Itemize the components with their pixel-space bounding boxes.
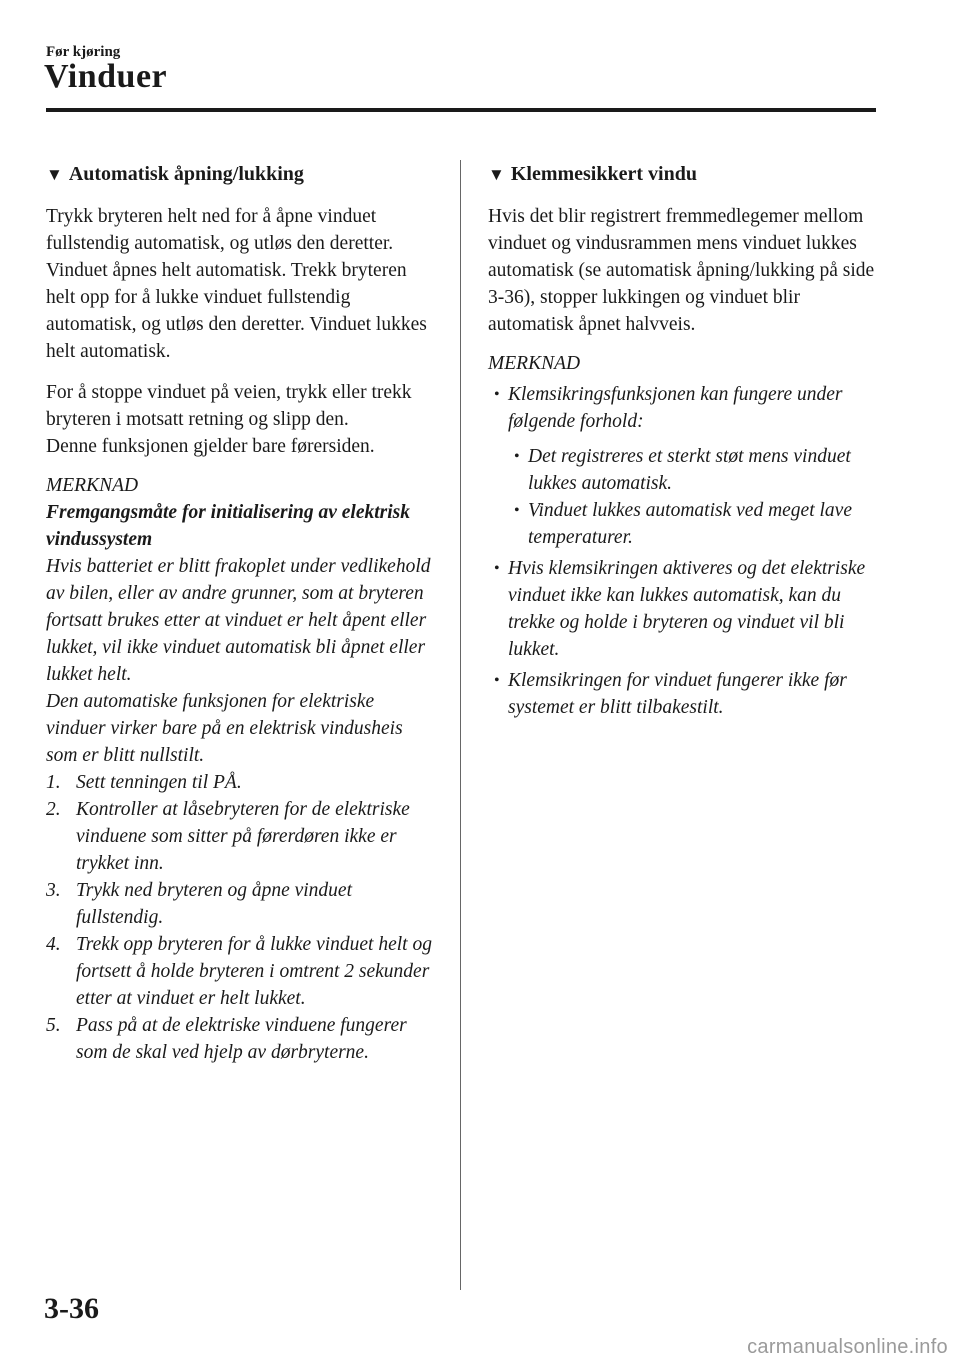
list-item: • Vinduet lukkes automatisk ved meget lave temperaturer. — [508, 497, 883, 551]
note-text: Den automatiske funksjonen for elektriske vinduer virker bare på en elektrisk vindusheis som er blitt nullstilt. — [46, 691, 403, 766]
list-item: 2. Kontroller at låsebryteren for de elektriske vinduene som sitter på førerdøren ikke er trykket inn. — [46, 799, 410, 874]
note-label: MERKNAD — [488, 353, 581, 374]
paragraph: Denne funksjonen gjelder bare førersiden. — [46, 436, 375, 457]
watermark: carmanualsonline.info — [747, 1336, 948, 1358]
heading-text: Klemmesikkert vindu — [510, 163, 697, 185]
list-item: 1. Sett tenningen til PÅ. — [46, 772, 242, 793]
bullet-icon: • — [494, 386, 500, 403]
note-bullets — [488, 381, 883, 721]
heading-text: Automatisk åpning/lukking — [68, 163, 304, 185]
note-text: Hvis batteriet er blitt frakoplet under vedlikehold av bilen, eller av andre grunner, som at bryteren fortsatt brukes etter at vinduet er helt åpent eller lukket, vil ikke vinduet automatisk bli åpnet eller lukket helt. — [46, 556, 431, 685]
list-item: • Klemsikringsfunksjonen kan fungere under følgende forhold: • Det registreres et sterkt støt mens vinduet lukkes automatisk. • Vinduet lukkes automatisk ved meget lave temperaturer. — [488, 381, 883, 551]
steps-list — [46, 769, 436, 1066]
bullet-icon: • — [494, 560, 500, 577]
section-label: Før kjøring — [46, 44, 121, 60]
header-rule — [46, 108, 876, 112]
left-column — [46, 160, 436, 1066]
bullet-icon: • — [494, 672, 500, 689]
triangle-down-icon: ▼ — [46, 165, 63, 184]
bullet-icon: • — [514, 502, 520, 519]
page-number: 3-36 — [44, 1292, 99, 1325]
page-title: Vinduer — [44, 58, 168, 95]
section-heading-antipinch — [488, 160, 883, 189]
bullet-icon: • — [514, 448, 520, 465]
sub-bullets — [508, 443, 883, 551]
section-heading-auto — [46, 160, 436, 189]
list-item: • Hvis klemsikringen aktiveres og det elektriske vinduet ikke kan lukkes automatisk, kan du trekke og holde i bryteren og vinduet vil bli lukket. — [488, 555, 883, 663]
list-item: 3. Trykk ned bryteren og åpne vinduet fullstendig. — [46, 880, 352, 928]
list-item: 4. Trekk opp bryteren for å lukke vinduet helt og fortsett å holde bryteren i omtrent 2 sekunder etter at vinduet er helt lukket. — [46, 934, 432, 1009]
paragraph: For å stoppe vinduet på veien, trykk eller trekk bryteren i motsatt retning og slipp den. — [46, 382, 412, 430]
list-item: • Det registreres et sterkt støt mens vinduet lukkes automatisk. — [508, 443, 883, 497]
paragraph: Hvis det blir registrert fremmedlegemer mellom vinduet og vindusrammen mens vinduet lukkes automatisk (se automatisk åpning/lukking på side 3-36), stopper lukkingen og vinduet blir automatisk åpnet halvveis. — [488, 206, 875, 335]
list-item: 5. Pass på at de elektriske vinduene fungerer som de skal ved hjelp av dørbryterne. — [46, 1015, 407, 1063]
paragraph: Trykk bryteren helt ned for å åpne vinduet fullstendig automatisk, og utløs den deretter. Vinduet åpnes helt automatisk. Trekk bryteren helt opp for å lukke vinduet fullstendig automatisk, og utløs den deretter. Vinduet lukkes helt automatisk. — [46, 206, 427, 362]
note-title: Fremgangsmåte for initialisering av elektrisk vindussystem — [46, 502, 411, 550]
triangle-down-icon: ▼ — [488, 165, 505, 184]
note-label: MERKNAD — [46, 475, 139, 496]
list-item: • Klemsikringen for vinduet fungerer ikke før systemet er blitt tilbakestilt. — [488, 667, 883, 721]
right-column — [488, 160, 883, 721]
column-divider — [460, 160, 461, 1290]
